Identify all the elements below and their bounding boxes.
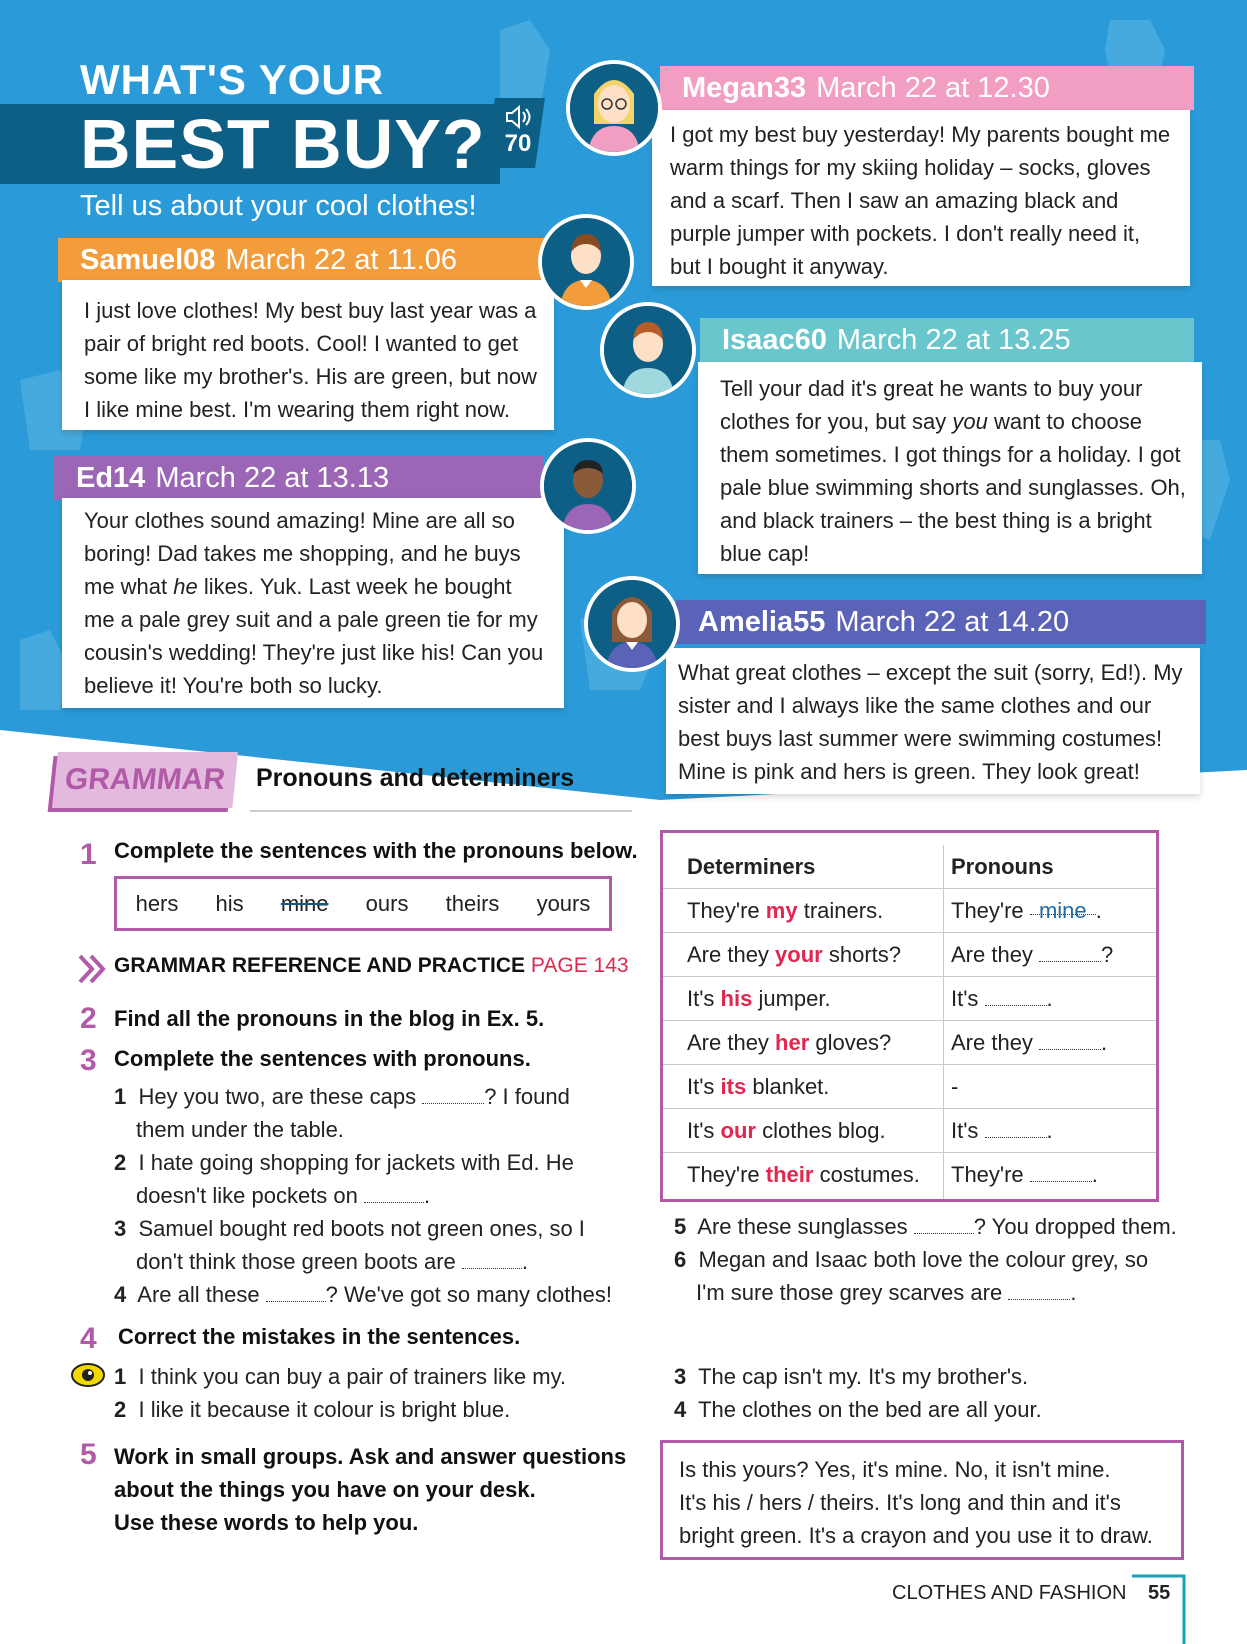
avatar-amelia	[584, 576, 680, 672]
table-row: Are they her gloves? Are they .	[663, 1021, 1156, 1065]
post-user: Isaac60	[722, 324, 827, 356]
exercise-item: 3 Samuel bought red boots not green ones, so I don't think those green boots are .	[114, 1216, 585, 1274]
example-answer: mine	[1030, 889, 1096, 915]
post-header-megan	[660, 66, 1194, 110]
divider	[250, 810, 632, 812]
word: hers	[135, 890, 179, 916]
answer-blank[interactable]	[462, 1249, 522, 1269]
table-row: Are they your shorts? Are they ?	[663, 933, 1156, 977]
avatar-isaac	[600, 302, 696, 398]
title-line-1: WHAT'S YOUR	[80, 56, 385, 103]
reference-page: PAGE 143	[530, 954, 629, 977]
exercise-item: 3 The cap isn't my. It's my brother's.	[674, 1364, 1029, 1389]
column-header: Pronouns	[951, 854, 1054, 879]
girl-avatar-icon	[588, 580, 676, 668]
word-box	[114, 876, 612, 931]
table-row: It's his jumper. It's .	[663, 977, 1156, 1021]
exercise-instruction: Work in small groups. Ask and answer questions about the things you have on your desk. Use these words to help you.	[114, 1444, 627, 1535]
exercise-instruction: Complete the sentences with pronouns.	[114, 1046, 531, 1071]
post-date: March 22 at 12.30	[816, 72, 1050, 104]
post-header-isaac	[700, 318, 1194, 362]
table-row: It's our clothes blog. It's .	[663, 1109, 1156, 1153]
exercise-item: 1 I think you can buy a pair of trainers like my.	[114, 1364, 567, 1389]
exercise-number: 3	[80, 1044, 97, 1077]
post-body-samuel: I just love clothes! My best buy last year was a pair of bright red boots. Cool! I wanted to get some like my brother's. His are green, but now I like mine best. I'm wearing them right now.	[62, 280, 554, 430]
exercise-item: 4 The clothes on the bed are all your.	[674, 1397, 1042, 1422]
speaking-prompt-box: Is this yours? Yes, it's mine. No, it isn't mine. It's his / hers / theirs. It's long and thin and it's bright green. It's a crayon and you use it to draw.	[660, 1440, 1184, 1560]
answer-blank[interactable]	[364, 1183, 424, 1203]
boy-avatar-icon	[542, 218, 630, 306]
avatar-megan	[566, 60, 662, 156]
word: yours	[536, 890, 591, 916]
avatar-ed	[540, 438, 636, 534]
pronoun-table	[660, 830, 1159, 1202]
exercise-instruction: Correct the mistakes in the sentences.	[118, 1324, 521, 1349]
post-date: March 22 at 14.20	[835, 606, 1070, 638]
double-chevron-icon	[78, 954, 108, 984]
answer-blank[interactable]	[1008, 1280, 1070, 1300]
exercise-item: 6 Megan and Isaac both love the colour grey, so I'm sure those grey scarves are .	[674, 1247, 1149, 1305]
table-row: They're my trainers. They're mine .	[663, 889, 1156, 933]
exercise-item: 4 Are all these ? We've got so many clothes!	[114, 1282, 612, 1307]
post-header-amelia	[676, 600, 1206, 644]
post-header-samuel	[58, 238, 544, 282]
post-body-megan: I got my best buy yesterday! My parents bought me warm things for my skiing holiday – socks, gloves and a scarf. Then I saw an amazing black and purple jumper with pockets. I don't really need it, but I bought it anyway.	[652, 110, 1190, 286]
post-date: March 22 at 13.13	[155, 462, 390, 494]
boy-avatar-icon	[544, 442, 632, 530]
word: theirs	[445, 890, 500, 916]
word: his	[215, 890, 244, 916]
column-header: Determiners	[687, 854, 816, 879]
boy-avatar-icon	[604, 306, 692, 394]
exercise-number: 2	[80, 1002, 97, 1035]
girl-avatar-icon	[570, 64, 658, 152]
exercise-instruction: Complete the sentences with the pronouns below.	[114, 838, 638, 863]
word: ours	[365, 890, 409, 916]
post-user: Megan33	[682, 72, 807, 104]
answer-blank[interactable]	[266, 1282, 326, 1302]
post-body-ed: Your clothes sound amazing! Mine are all so boring! Dad takes me shopping, and he buys me what he likes. Yuk. Last week he bought me a pale grey suit and a pale green tie for my cousin's wedding! They're just like his! Can you believe it! You're both so lucky.	[62, 498, 564, 708]
exercise-item: 5 Are these sunglasses ? You dropped them.	[674, 1214, 1177, 1239]
post-date: March 22 at 11.06	[225, 244, 458, 276]
answer-blank[interactable]	[985, 986, 1047, 1006]
speaker-icon[interactable]	[504, 104, 532, 130]
table-row: They're their costumes. They're .	[687, 1162, 1098, 1187]
page-title: BEST BUY?	[80, 105, 486, 183]
post-user: Samuel08	[80, 244, 216, 276]
post-date: March 22 at 13.25	[836, 324, 1071, 356]
answer-blank[interactable]	[914, 1214, 974, 1234]
audio-track-number: 70	[504, 130, 532, 157]
exercise-number: 1	[80, 838, 97, 871]
post-user: Amelia55	[698, 606, 826, 638]
exercise-number: 4	[80, 1322, 97, 1355]
eye-icon	[70, 1362, 106, 1388]
exercise-item: 1 Hey you two, are these caps ? I found them under the table.	[114, 1084, 570, 1142]
answer-blank[interactable]	[1039, 1030, 1101, 1050]
grammar-tag: GRAMMAR	[52, 752, 238, 808]
answer-blank[interactable]	[985, 1118, 1047, 1138]
avatar-samuel	[538, 214, 634, 310]
exercise-item: 2 I like it because it colour is bright blue.	[114, 1397, 511, 1422]
exercise-instruction: Find all the pronouns in the blog in Ex. 5.	[114, 1006, 545, 1031]
answer-blank[interactable]	[1030, 1162, 1092, 1182]
grammar-reference[interactable]: GRAMMAR REFERENCE AND PRACTICE PAGE 143	[114, 954, 629, 977]
table-row: It's its blanket. -	[663, 1065, 1156, 1109]
answer-blank[interactable]	[1039, 942, 1101, 962]
post-body-isaac: Tell your dad it's great he wants to buy your clothes for you, but say you want to choose them sometimes. I got things for a holiday. I got pale blue swimming shorts and sunglasses. Oh, and black trainers – the best thing is a bright blue cap!	[698, 362, 1202, 574]
section-name: CLOTHES AND FASHION	[892, 1582, 1127, 1604]
exercise-number: 5	[80, 1438, 97, 1471]
page-number: 55	[1148, 1582, 1171, 1604]
answer-blank[interactable]	[422, 1084, 484, 1104]
page-subtitle: Tell us about your cool clothes!	[80, 190, 477, 222]
post-header-ed	[54, 456, 544, 500]
word-crossed: mine	[280, 890, 329, 916]
exercise-item: 2 I hate going shopping for jackets with Ed. He doesn't like pockets on .	[114, 1150, 574, 1208]
post-user: Ed14	[76, 462, 146, 494]
grammar-title: Pronouns and determiners	[256, 764, 575, 792]
post-body-amelia: What great clothes – except the suit (sorry, Ed!). My sister and I always like the same clothes and our best buys last summer were swimming costumes! Mine is pink and hers is green. They look great!	[666, 648, 1200, 794]
table-header-row	[663, 845, 1156, 889]
